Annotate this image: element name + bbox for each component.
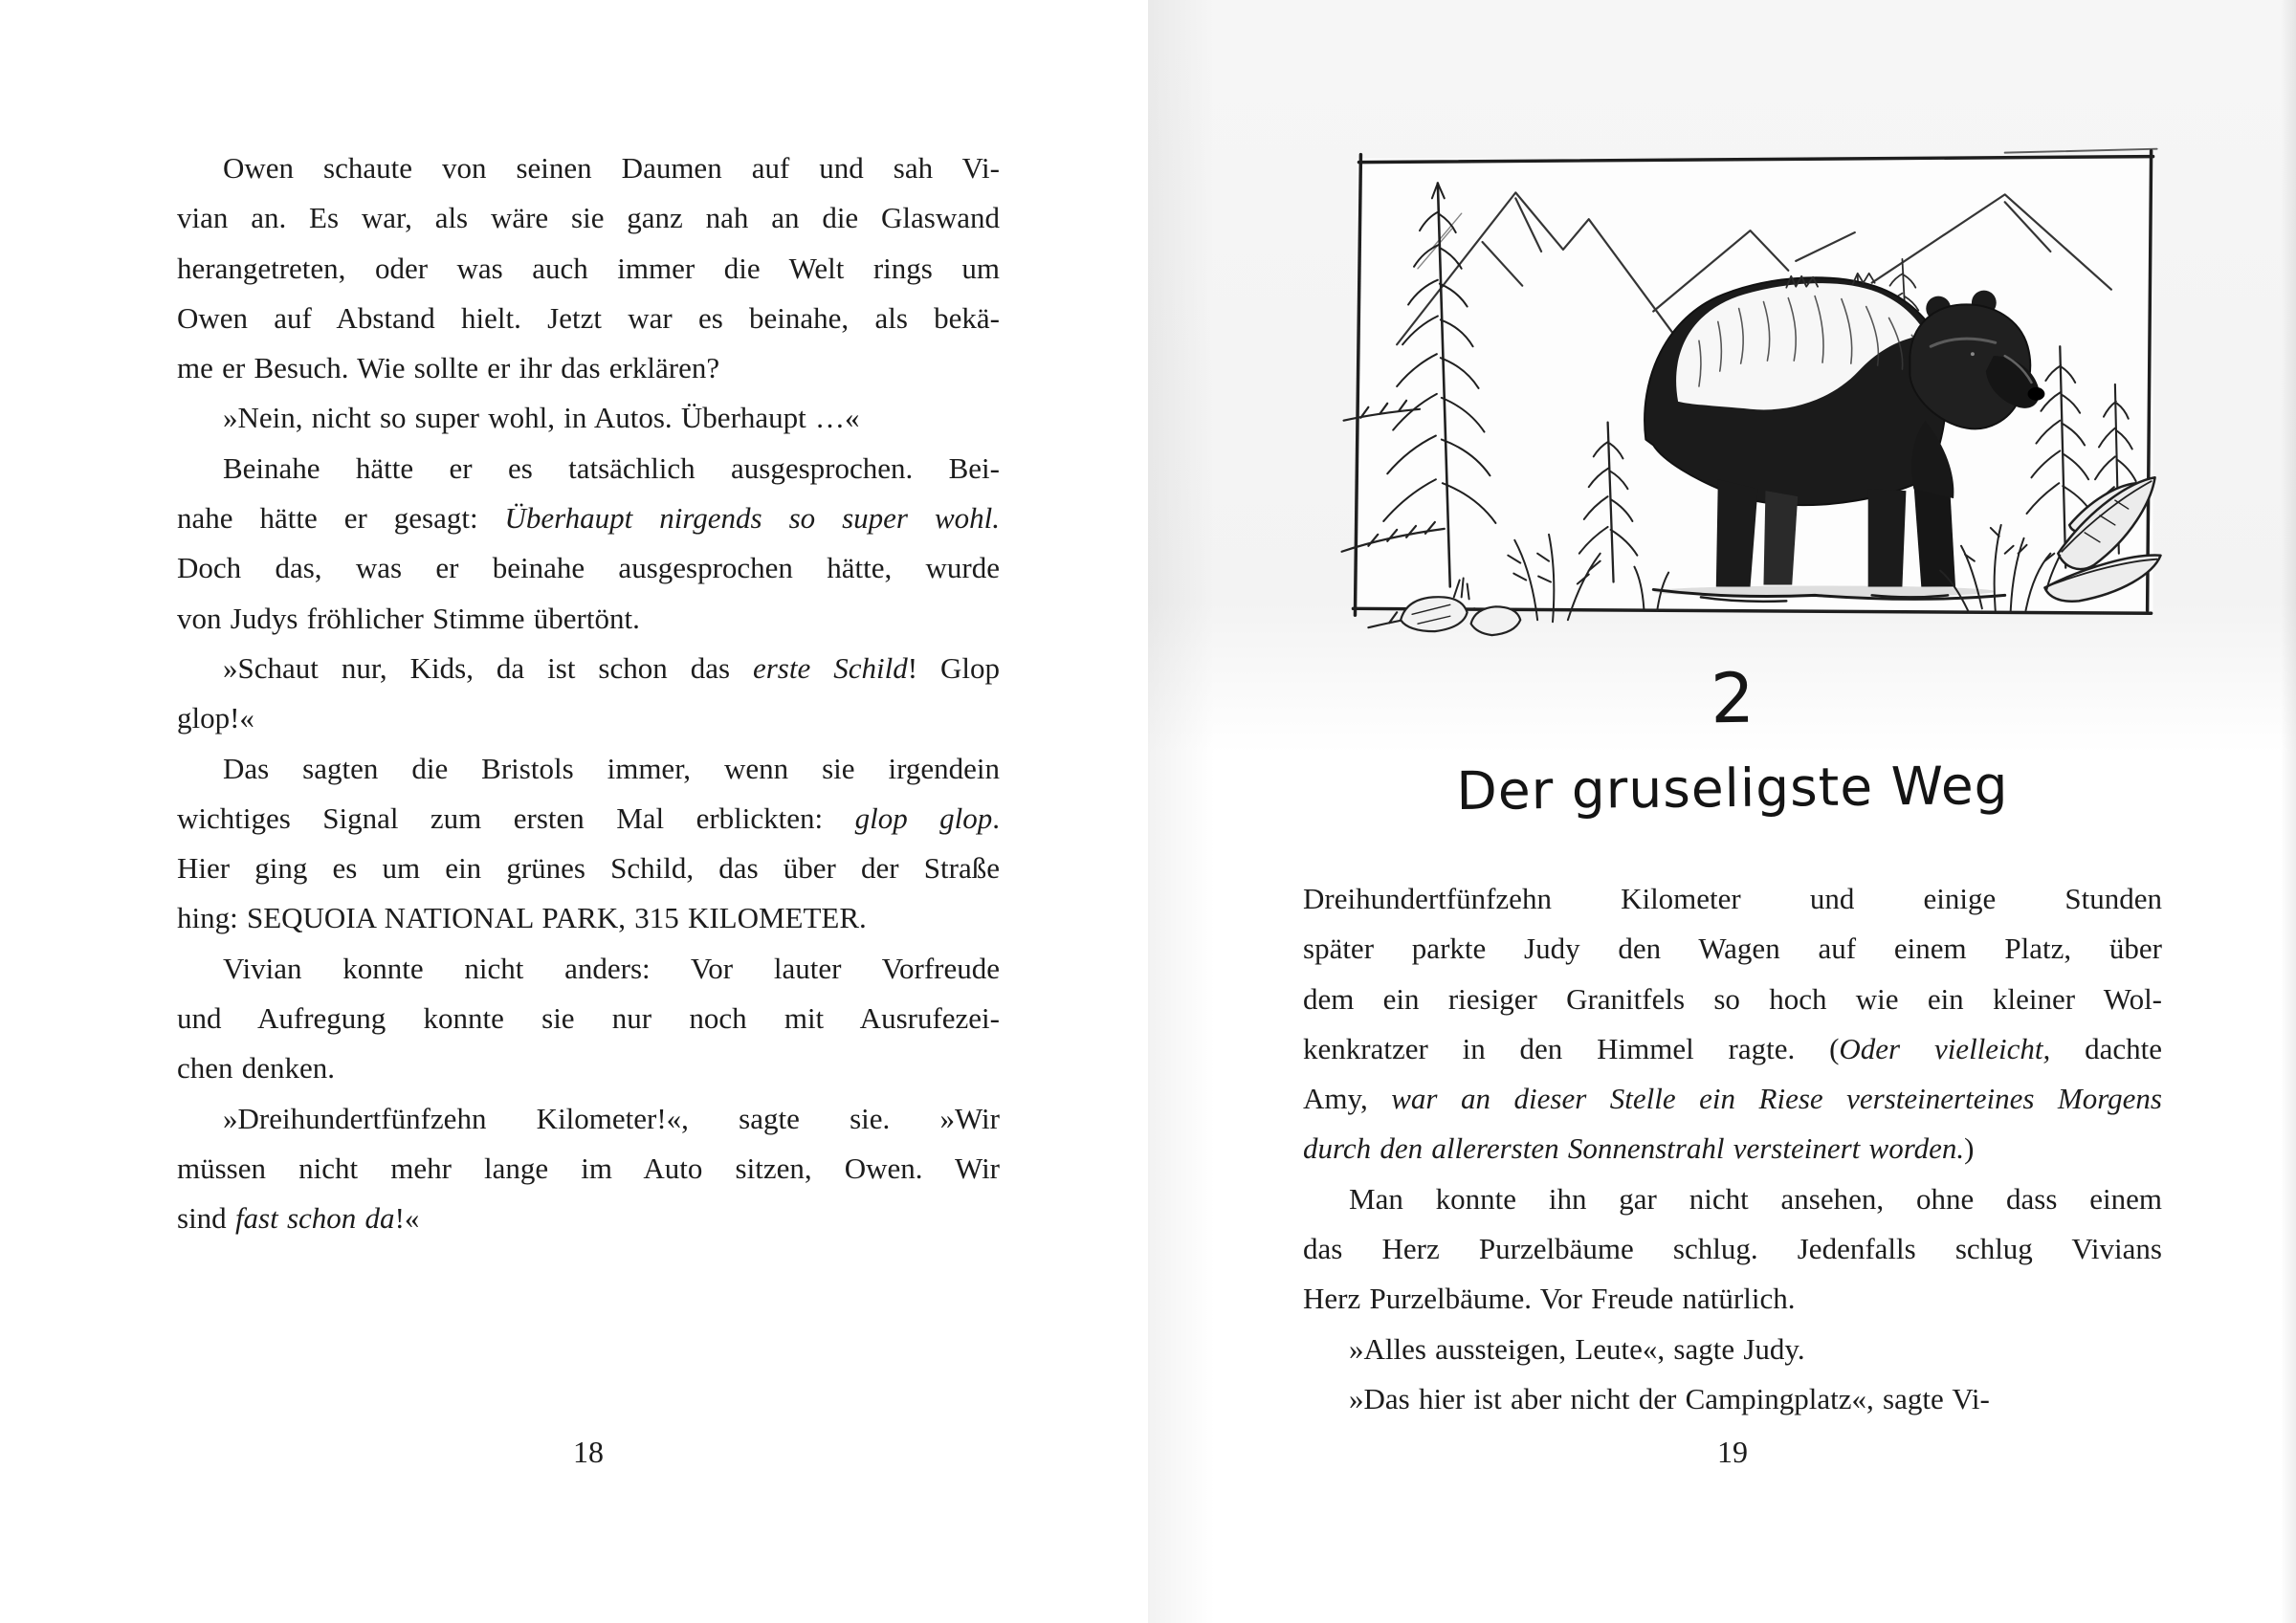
text-segment: Amy, xyxy=(1303,1082,1392,1116)
chapter-number: 2 xyxy=(1710,657,1755,739)
text-line xyxy=(177,343,1000,393)
text-line xyxy=(177,594,1000,644)
text-segment: glop!« xyxy=(177,701,254,735)
text-line xyxy=(177,493,1000,543)
text-segment: »Alles aussteigen, Leute«, sagte Judy. xyxy=(1349,1331,1805,1366)
text-segment: Owen auf Abstand hielt. Jetzt war es beinahe, als bekä- xyxy=(177,300,1000,335)
text-segment: sind xyxy=(177,1201,235,1236)
text-segment: . xyxy=(992,801,1000,835)
page-number-right: 19 xyxy=(1717,1435,1748,1469)
italic-text-segment: war an dieser Stelle ein Riese versteinerteines Morgens xyxy=(1391,1082,2162,1116)
text-segment: von Judys fröhlicher Stimme übertönt. xyxy=(177,601,640,635)
text-segment: »Schaut nur, Kids, da ist schon das xyxy=(223,650,753,685)
text-segment: chen denken. xyxy=(177,1051,336,1086)
text-line xyxy=(177,644,1000,693)
bear-illustration xyxy=(1339,107,2176,650)
text-line xyxy=(177,244,1000,294)
text-line xyxy=(177,1194,1000,1243)
text-line xyxy=(1303,1124,2162,1173)
text-segment: herangetreten, oder was auch immer die Welt rings um xyxy=(177,251,1000,285)
text-line xyxy=(1303,874,2162,924)
text-line xyxy=(177,143,1000,193)
chapter-title: Der gruseligste Weg xyxy=(1456,754,2009,822)
text-segment: !« xyxy=(394,1201,420,1236)
page-number-left: 18 xyxy=(573,1435,604,1469)
italic-text-segment: fast schon da xyxy=(234,1201,395,1236)
text-segment: Hier ging es um ein grünes Schild, das über der Straße xyxy=(177,851,1000,886)
text-line xyxy=(1303,924,2162,974)
text-segment: Doch das, was er beinahe ausgesprochen hätte, wurde xyxy=(177,551,1000,585)
text-segment: »Dreihundertfünfzehn Kilometer!«, sagte sie. »Wir xyxy=(223,1101,1000,1135)
page-right xyxy=(1148,0,2296,1623)
text-line xyxy=(177,794,1000,844)
text-line xyxy=(177,1144,1000,1194)
italic-text-segment: glop glop xyxy=(854,801,993,835)
text-segment: Herz Purzelbäume. Vor Freude natürlich. xyxy=(1303,1282,1796,1316)
text-segment: vian an. Es war, als wäre sie ganz nah an die Glaswand xyxy=(177,201,1000,235)
text-line xyxy=(177,844,1000,893)
text-segment: Vivian konnte nicht anders: Vor lauter Vorfreude xyxy=(223,951,1000,985)
text-segment: hing: SEQUOIA NATIONAL PARK, 315 KILOMETER. xyxy=(177,901,867,935)
italic-text-segment: Oder vielleicht, xyxy=(1839,1031,2051,1065)
text-segment: Man konnte ihn gar nicht ansehen, ohne dass einem xyxy=(1349,1181,2162,1216)
text-segment: kenkratzer in den Himmel ragte. ( xyxy=(1303,1031,1840,1065)
italic-text-segment: Überhaupt nirgends so super wohl. xyxy=(504,501,1000,536)
gutter-shadow xyxy=(1148,0,1215,1623)
text-line xyxy=(177,994,1000,1043)
text-segment: Beinahe hätte er es tatsächlich ausgesprochen. Bei- xyxy=(223,450,1000,485)
text-line xyxy=(177,893,1000,943)
text-segment: wichtiges Signal zum ersten Mal erblickten: xyxy=(177,801,855,835)
text-segment: ! Glop xyxy=(907,650,1000,685)
text-segment: und Aufregung konnte sie nur noch mit Ausrufezei- xyxy=(177,1001,1000,1036)
page-text-left xyxy=(177,143,1000,1244)
text-line xyxy=(1303,1325,2162,1374)
text-segment: nahe hätte er gesagt: xyxy=(177,501,505,536)
text-line xyxy=(177,193,1000,243)
text-line xyxy=(177,543,1000,593)
text-line xyxy=(177,294,1000,343)
italic-text-segment: durch den allerersten Sonnenstrahl versteinert worden. xyxy=(1303,1131,1965,1166)
page-edge-shadow xyxy=(2281,0,2296,1623)
text-segment: ) xyxy=(1964,1131,1975,1166)
text-segment: »Nein, nicht so super wohl, in Autos. Überhaupt …« xyxy=(223,401,860,435)
text-segment: dachte xyxy=(2050,1031,2162,1065)
text-line xyxy=(1303,1274,2162,1324)
text-line xyxy=(177,1094,1000,1144)
text-line xyxy=(177,944,1000,994)
text-line xyxy=(1303,1224,2162,1274)
text-line xyxy=(1303,1374,2162,1424)
text-line xyxy=(1303,1174,2162,1224)
italic-text-segment: erste Schild xyxy=(752,650,908,685)
text-segment: später parkte Judy den Wagen auf einem Platz, über xyxy=(1303,932,2162,966)
text-segment: das Herz Purzelbäume schlug. Jedenfalls schlug Vivians xyxy=(1303,1232,2162,1266)
text-line xyxy=(1303,1074,2162,1124)
text-line xyxy=(177,444,1000,493)
text-segment: me er Besuch. Wie sollte er ihr das erklären? xyxy=(177,351,720,385)
text-line xyxy=(177,1043,1000,1093)
text-line xyxy=(177,744,1000,794)
text-line xyxy=(177,393,1000,443)
text-line xyxy=(1303,1024,2162,1074)
text-segment: dem ein riesiger Granitfels so hoch wie ein kleiner Wol- xyxy=(1303,981,2162,1016)
text-segment: Owen schaute von seinen Daumen auf und sah Vi- xyxy=(223,151,1000,185)
text-segment: müssen nicht mehr lange im Auto sitzen, Owen. Wir xyxy=(177,1151,1000,1185)
text-segment: »Das hier ist aber nicht der Campingplatz«, sagte Vi- xyxy=(1349,1381,1990,1415)
text-line xyxy=(177,693,1000,743)
text-segment: Das sagten die Bristols immer, wenn sie irgendein xyxy=(223,751,1000,785)
text-segment: Dreihundertfünfzehn Kilometer und einige Stunden xyxy=(1303,882,2162,915)
text-line xyxy=(1303,975,2162,1024)
page-text-right xyxy=(1303,874,2162,1424)
